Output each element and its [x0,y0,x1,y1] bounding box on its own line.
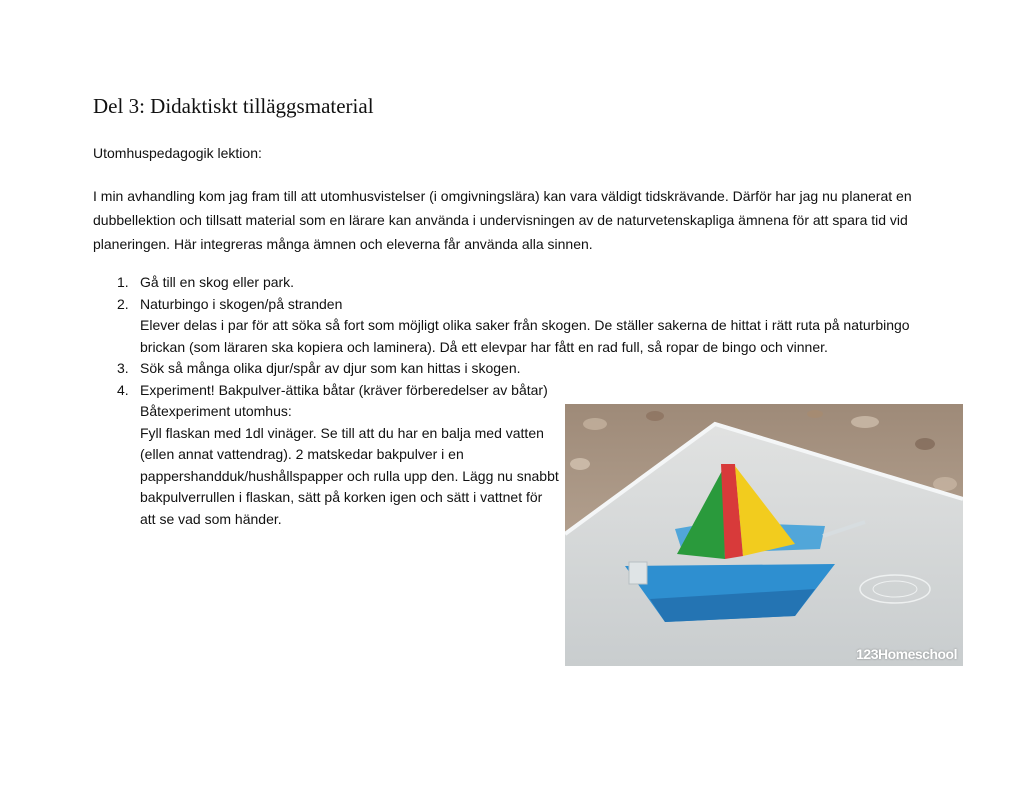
list-item [93,294,933,359]
list-item [93,380,560,531]
watermark: 123Homeschool [856,646,957,662]
list-number: 3. [117,360,129,376]
list-item-title: Naturbingo i skogen/på stranden [140,295,343,312]
list-item-subtitle: Båtexperiment utomhus: [140,403,292,419]
list-item-text: Elever delas i par för att söka så fort som möjligt olika saker från skogen. De ställer sakerna de hittat i rätt ruta på naturbingo brickan (som läraren ska kopiera och laminera). Då ett elevpar har fått en rad full, så ropar de bingo och vinner. [140,317,910,355]
list-item [93,358,933,380]
list-item-title: Experiment! Bakpulver-ättika båtar (kräver förberedelser av båtar) [140,381,548,398]
section-subtitle: Utomhuspedagogik lektion: [93,145,262,161]
list-item [93,272,933,294]
boat-illustration [565,404,963,666]
list-item-text: Fyll flaskan med 1dl vinäger. Se till att du har en balja med vatten (ellen annat vattendrag). 2 matskedar bakpulver i en pappershandduk/hushållspapper och rulla upp den. Lägg nu snabbt bakpulverrullen i flaskan, sätt på korken igen och sätt i vattnet för att se vad som händer. [140,424,559,527]
list-number: 1. [117,274,129,290]
page-title: Del 3: Didaktiskt tilläggsmaterial [93,94,374,118]
list-item-title: Gå till en skog eller park. [140,274,295,290]
list-number: 4. [117,381,129,398]
boat-experiment-photo [565,404,963,666]
list-number: 2. [117,295,129,312]
intro-paragraph: I min avhandling kom jag fram till att utomhusvistelser (i omgivningslära) kan vara väldigt tidskrävande. Därför har jag nu planerat en dubbellektion och tillsatt material som en lärare kan använda i undervisningen av de naturvetenskapliga ämnena för att spara tid vid planeringen. Här integreras många ämnen och eleverna får använda alla sinnen. [93,188,912,252]
list-item-title: Sök så många olika djur/spår av djur som kan hittas i skogen. [140,360,521,376]
